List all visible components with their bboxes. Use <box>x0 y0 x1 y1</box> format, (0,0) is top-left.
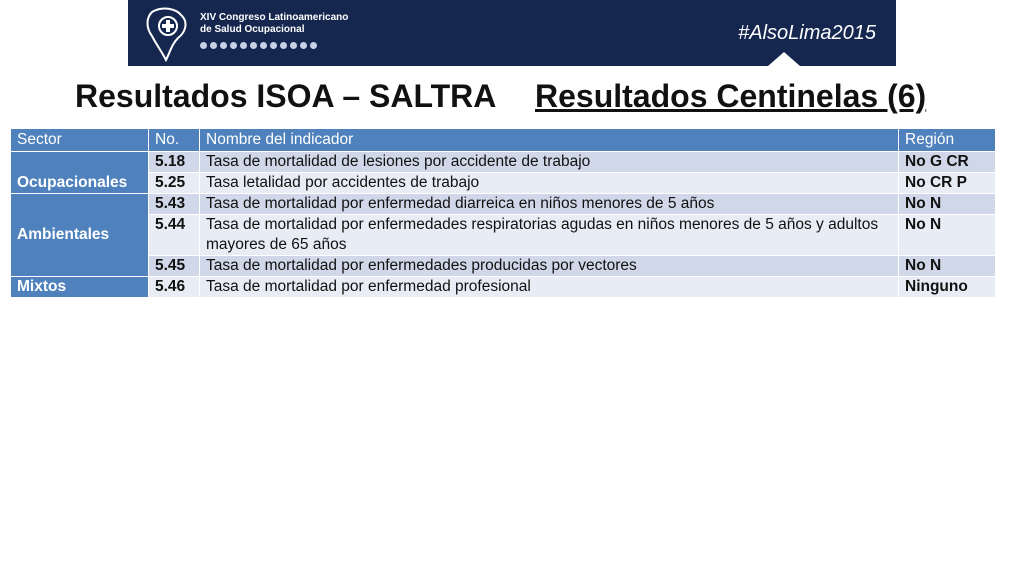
slide-title: Resultados ISOA – SALTRA <box>75 78 497 114</box>
flag-icon <box>240 42 247 49</box>
flag-icon <box>260 42 267 49</box>
flag-icon <box>250 42 257 49</box>
indicator-region: No G CR <box>899 152 996 173</box>
conference-logo-icon <box>142 4 196 62</box>
flag-icon <box>270 42 277 49</box>
flag-icon <box>310 42 317 49</box>
country-flags <box>200 42 317 49</box>
flag-icon <box>300 42 307 49</box>
conference-title-line1: XIV Congreso Latinoamericano <box>200 12 349 23</box>
flag-icon <box>210 42 217 49</box>
indicator-number: 5.25 <box>149 173 200 194</box>
indicator-name: Tasa de mortalidad por enfermedad profesional <box>200 277 899 298</box>
flag-icon <box>200 42 207 49</box>
indicator-name: Tasa de mortalidad por enfermedades respiratorias agudas en niños menores de 5 años y adultos mayores de 65 años <box>200 215 899 256</box>
header-sector: Sector <box>11 129 149 152</box>
sector-ambientales <box>11 194 149 277</box>
indicator-number: 5.18 <box>149 152 200 173</box>
event-hashtag: #AlsoLima2015 <box>738 22 876 44</box>
indicator-number: 5.43 <box>149 194 200 215</box>
flag-icon <box>230 42 237 49</box>
flag-icon <box>220 42 227 49</box>
indicators-table <box>10 128 996 298</box>
sector-mixtos: Mixtos <box>11 277 149 298</box>
indicator-region: No N <box>899 194 996 215</box>
indicator-name: Tasa de mortalidad por enfermedad diarreica en niños menores de 5 años <box>200 194 899 215</box>
sector-label: Ocupacionales <box>17 174 128 191</box>
sector-ocupacionales <box>11 152 149 194</box>
table-row <box>11 194 996 215</box>
indicator-number: 5.45 <box>149 256 200 277</box>
slide-titles <box>0 78 1024 118</box>
sector-label: Ambientales <box>17 226 110 243</box>
indicator-region: No CR P <box>899 173 996 194</box>
indicator-number: 5.44 <box>149 215 200 256</box>
conference-title-line2: de Salud Ocupacional <box>200 24 305 35</box>
indicator-name: Tasa de mortalidad de lesiones por accidente de trabajo <box>200 152 899 173</box>
indicator-region: Ninguno <box>899 277 996 298</box>
table-header-row <box>11 129 996 152</box>
table-row <box>11 215 996 256</box>
indicator-name: Tasa de mortalidad por enfermedades producidas por vectores <box>200 256 899 277</box>
header-no: No. <box>149 129 200 152</box>
table-row <box>11 152 996 173</box>
flag-icon <box>280 42 287 49</box>
indicator-region: No N <box>899 215 996 256</box>
table-row <box>11 256 996 277</box>
flag-icon <box>290 42 297 49</box>
header-region: Región <box>899 129 996 152</box>
indicator-name: Tasa letalidad por accidentes de trabajo <box>200 173 899 194</box>
banner-notch <box>768 52 800 66</box>
indicator-number: 5.46 <box>149 277 200 298</box>
slide-subtitle: Resultados Centinelas (6) <box>535 78 927 114</box>
table-row <box>11 173 996 194</box>
indicator-region: No N <box>899 256 996 277</box>
conference-banner <box>128 0 896 66</box>
header-name: Nombre del indicador <box>200 129 899 152</box>
table-row <box>11 277 996 298</box>
